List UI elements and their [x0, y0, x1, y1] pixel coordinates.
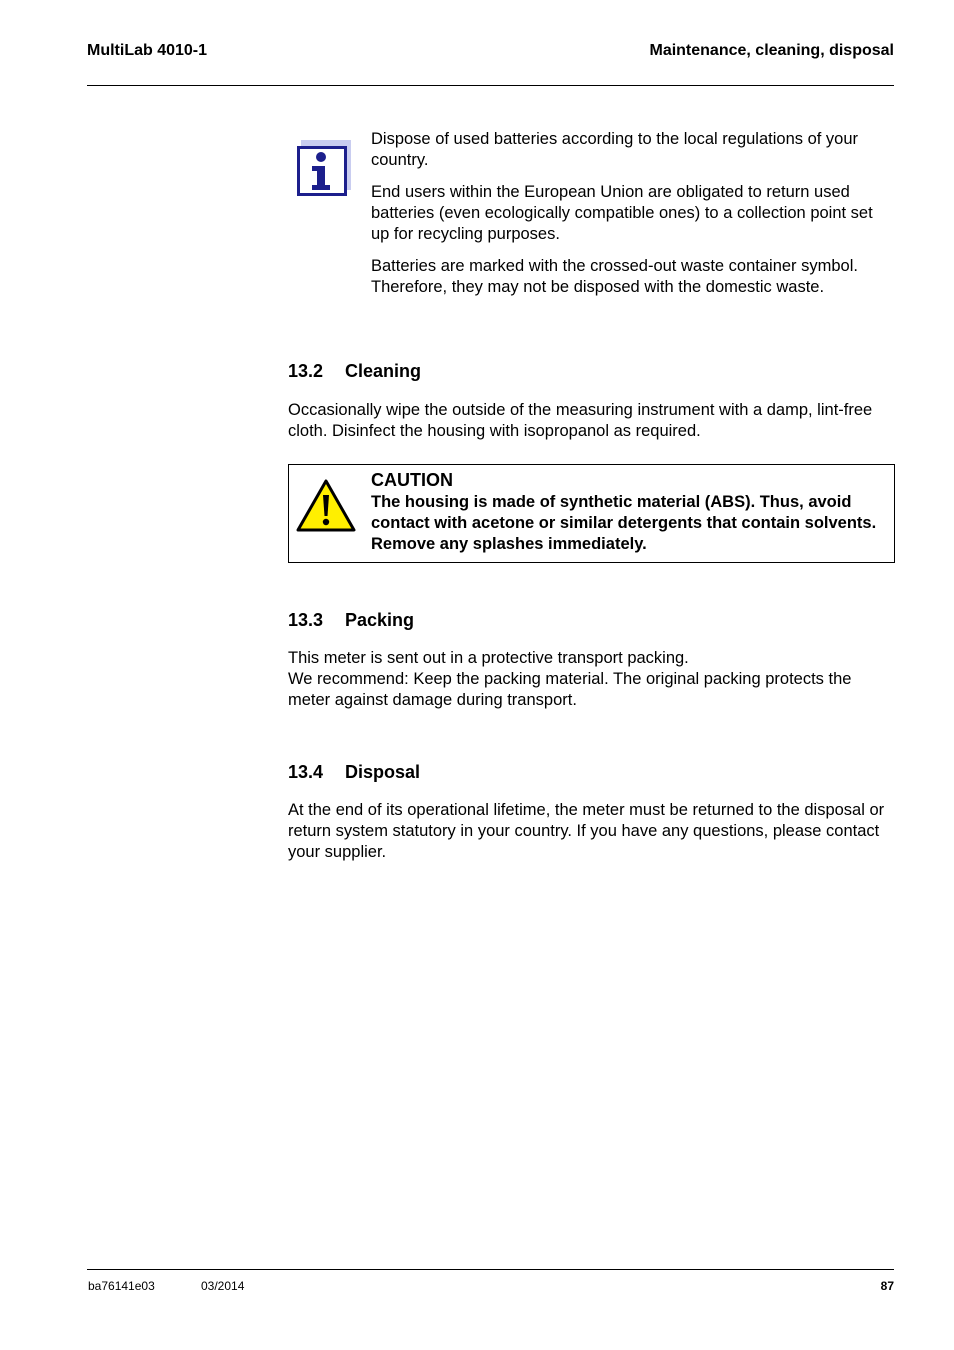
page-number: 87 — [880, 1279, 894, 1293]
battery-disposal-note — [371, 129, 891, 309]
footer-document-id: ba76141e03 — [88, 1279, 155, 1293]
footer-date: 03/2014 — [201, 1279, 245, 1293]
note-paragraph: End users within the European Union are obligated to return used batteries (even ecologically compatible ones) to a collection point set up for recycling purposes. — [371, 183, 873, 243]
info-icon — [297, 140, 353, 201]
section-title: Cleaning — [345, 361, 422, 381]
section-title: Packing — [345, 610, 415, 630]
warning-triangle-icon — [296, 479, 356, 538]
caution-text: The housing is made of synthetic material (ABS). Thus, avoid contact with acetone or similar detergents that contain solvents. Remove any splashes immediately. — [371, 493, 877, 553]
section-number: 13.2 — [288, 361, 324, 381]
packing-text — [288, 648, 898, 711]
header-product-name: MultiLab 4010-1 — [87, 42, 208, 59]
footer-divider — [87, 1269, 894, 1270]
section-number: 13.3 — [288, 610, 324, 630]
header-chapter-title: Maintenance, cleaning, disposal — [649, 42, 894, 59]
header-divider — [87, 85, 894, 86]
disposal-text: At the end of its operational lifetime, the meter must be returned to the disposal or return system statutory in your country. If you have any questions, please contact your supplier. — [288, 801, 885, 861]
packing-line: This meter is sent out in a protective transport packing. — [288, 649, 689, 667]
packing-line: We recommend: Keep the packing material. The original packing protects the meter against damage during transport. — [288, 670, 852, 709]
caution-title: CAUTION — [371, 470, 453, 490]
cleaning-text: Occasionally wipe the outside of the measuring instrument with a damp, lint-free cloth. Disinfect the housing with isopropanol as required. — [288, 401, 873, 440]
section-number: 13.4 — [288, 762, 324, 782]
note-paragraph: Dispose of used batteries according to the local regulations of your country. — [371, 130, 859, 169]
section-heading-cleaning — [288, 361, 421, 382]
section-heading-disposal — [288, 762, 420, 783]
note-paragraph: Batteries are marked with the crossed-out waste container symbol. Therefore, they may not be disposed with the domestic waste. — [371, 257, 858, 296]
caution-box — [288, 464, 895, 563]
section-title: Disposal — [345, 762, 421, 782]
section-heading-packing — [288, 610, 414, 631]
